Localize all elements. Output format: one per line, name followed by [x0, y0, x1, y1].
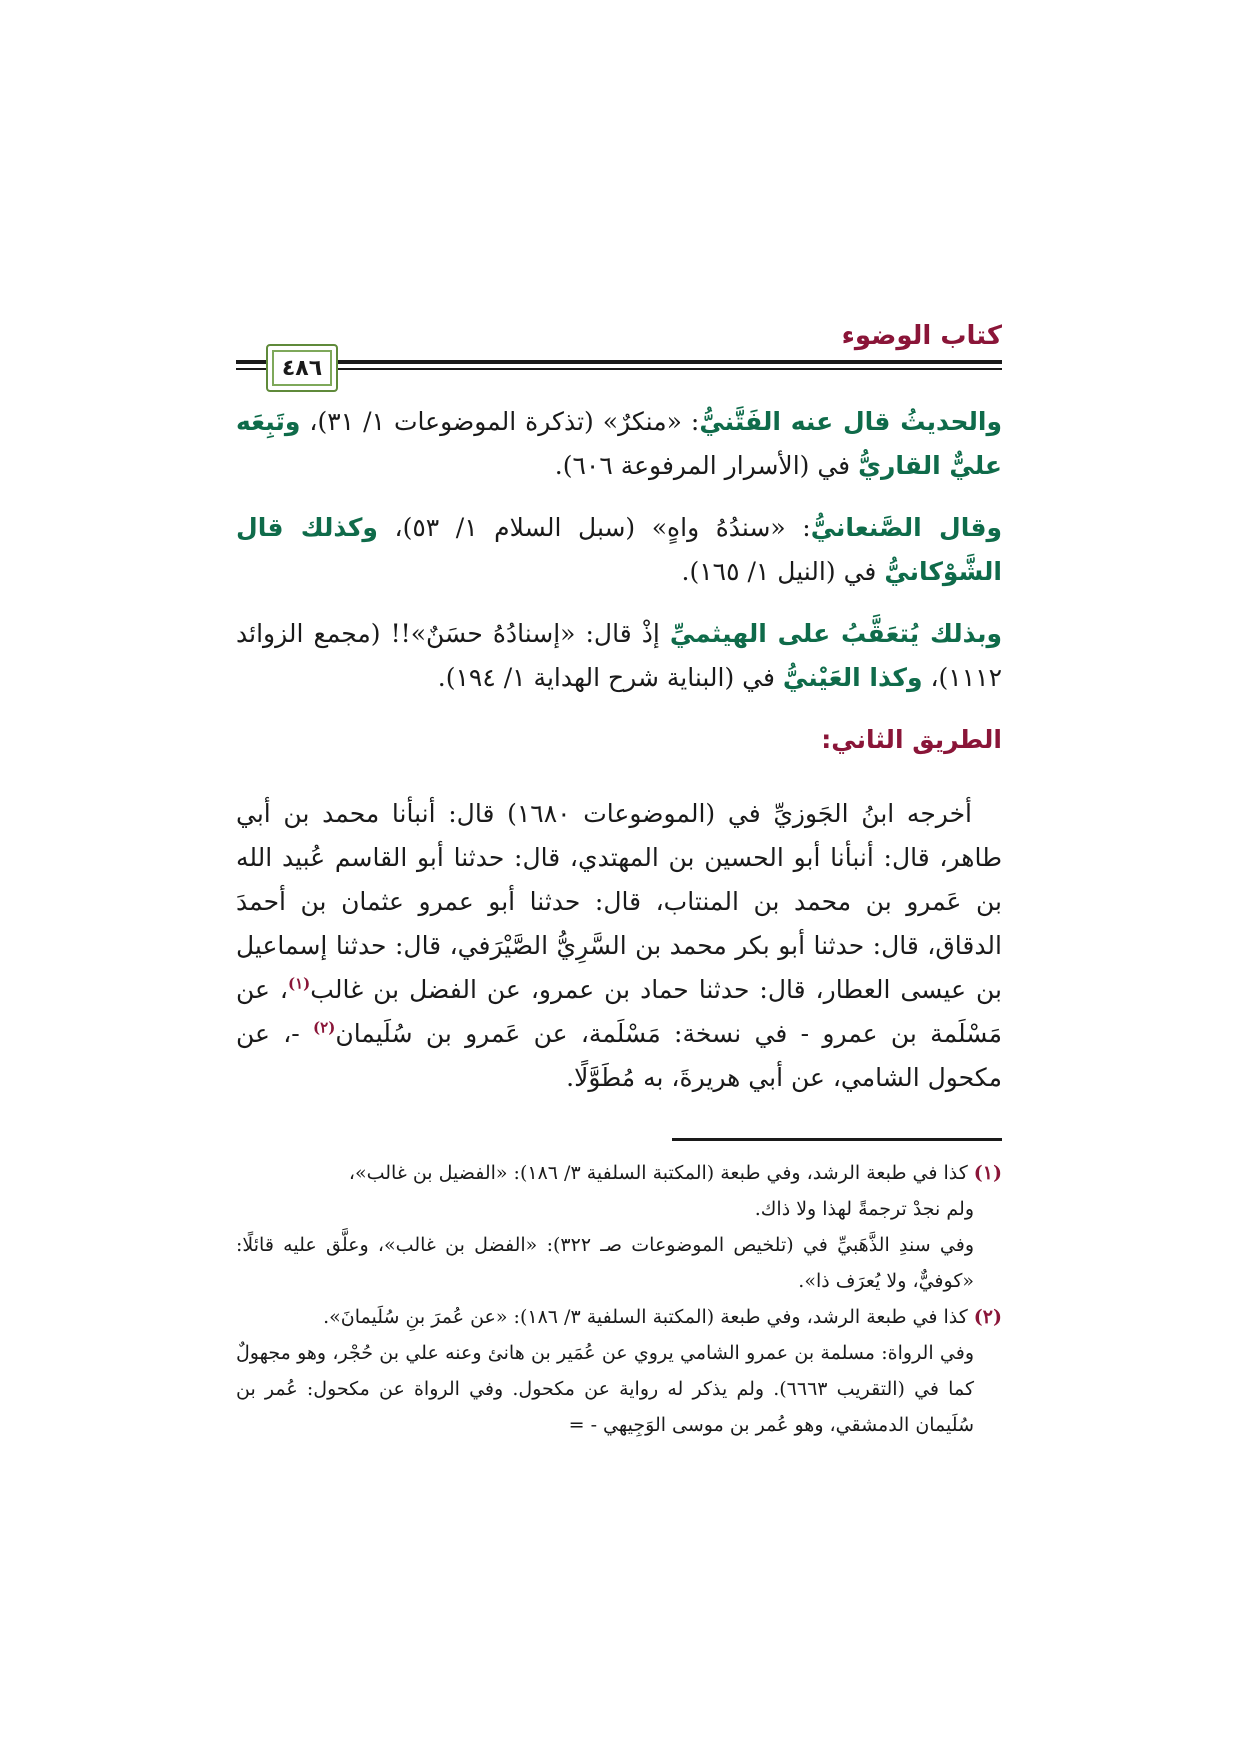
body-text: : «منكرٌ» (تذكرة الموضوعات ١/ ٣١)،: [300, 407, 700, 436]
highlight-name: وكذا العَيْنيُّ: [782, 663, 923, 692]
highlight-name: وبذلك يُتعَقَّبُ على الهيثميِّ: [669, 619, 1003, 648]
highlight-name: والحديثُ قال عنه الفَتَّنيُّ: [699, 407, 1002, 436]
footnote-1: [236, 1155, 1002, 1191]
body-text: : «سندُهُ واهٍ» (سبل السلام ١/ ٥٣)،: [377, 513, 811, 542]
header-rule-thin: [236, 368, 1002, 370]
footnote-2: [236, 1299, 1002, 1335]
footnote-ref-2[interactable]: (٢): [313, 1018, 336, 1037]
footnote-text: كذا في طبعة الرشد، وفي طبعة (المكتبة السلفية ٣/ ١٨٦): «عن عُمرَ بنِ سُلَيمانَ».: [323, 1306, 974, 1328]
page-number-badge: [266, 344, 338, 392]
highlight-name: وكذلك قال الشَّوْكانيُّ: [236, 513, 1002, 586]
body-text: إذْ قال: «إسنادُهُ حسَنٌ»!! (مجمع الزوائد ١١١٢)،: [236, 619, 1002, 692]
footnote-text: كذا في طبعة الرشد، وفي طبعة (المكتبة السلفية ٣/ ١٨٦): «الفضيل بن غالب»،: [348, 1162, 974, 1184]
footnote-separator: [672, 1138, 1002, 1141]
body-text: في (الأسرار المرفوعة ٦٠٦).: [554, 451, 859, 480]
body-text: أخرجه ابنُ الجَوزيِّ في (الموضوعات ١٦٨٠) قال: أنبأنا محمد بن أبي طاهر، قال: أنبأنا أبو الحسين بن المهتدي، قال: حدثنا أبو القاسم عُبيد الله بن عَمرو بن محمد بن المنتاب، قال: حدثنا أبو عمرو عثمان بن أحمدَ الدقاق، قال: حدثنا أبو بكر محمد بن السَّرِيُّ الصَّيْرَفي، قال: حدثنا إسماعيل بن عيسى العطار، قال: حدثنا حماد بن عمرو، عن الفضل بن غالب: [236, 799, 1002, 1004]
footnote-number: (١): [973, 1162, 1002, 1184]
highlight-name: وقال الصَّنعانيُّ: [810, 513, 1002, 542]
paragraph-2: [236, 506, 1002, 594]
footnote-2-cont: وفي الرواة: مسلمة بن عمرو الشامي يروي عن عُمَير بن هانئ وعنه علي بن حُجْر، وهو مجهولٌ كما في (التقريب ٦٦٦٣). ولم يذكر له رواية عن مكحول. وفي الرواة عن مكحول: عُمر بن سُلَيمان الدمشقي، وهو عُمر بن موسى الوَجِيهي - =: [236, 1342, 974, 1436]
book-page: [236, 318, 1002, 1618]
body-text: في (النيل ١/ ١٦٥).: [681, 557, 885, 586]
footnote-number: (٢): [973, 1306, 1002, 1328]
section-heading: الطريق الثاني:: [821, 725, 1002, 754]
paragraph-4: [236, 792, 1002, 1100]
body-text: -، عن مكحول الشامي، عن أبي هريرةَ، به مُطَوَّلًا.: [236, 1019, 1002, 1092]
paragraph-3: [236, 612, 1002, 700]
header-rules: [236, 360, 1002, 370]
footnote-1-cont: ولم نجدْ ترجمةً لهذا ولا ذاك.: [754, 1198, 974, 1220]
footnote-1-note: وفي سندِ الذَّهَبيِّ في (تلخيص الموضوعات صـ ٣٢٢): «الفضل بن غالب»، وعلَّق عليه قائلًا: «كوفيٌّ، ولا يُعرَف ذا».: [236, 1234, 975, 1292]
page-header: [236, 318, 1002, 400]
body-text: ، عن مَسْلَمة بن عمرو - في نسخة: مَسْلَمة، عن عَمرو بن سُلَيمان: [236, 975, 1002, 1048]
page-number: ٤٨٦: [281, 355, 323, 381]
footnote-ref-1[interactable]: (١): [288, 974, 311, 993]
chapter-title: كتاب الوضوء: [841, 321, 1002, 351]
body-text: في (البناية شرح الهداية ١/ ١٩٤).: [437, 663, 783, 692]
highlight-name: وتَبِعَه عليٌّ القاريُّ: [236, 407, 1002, 480]
paragraph-1: [236, 400, 1002, 488]
